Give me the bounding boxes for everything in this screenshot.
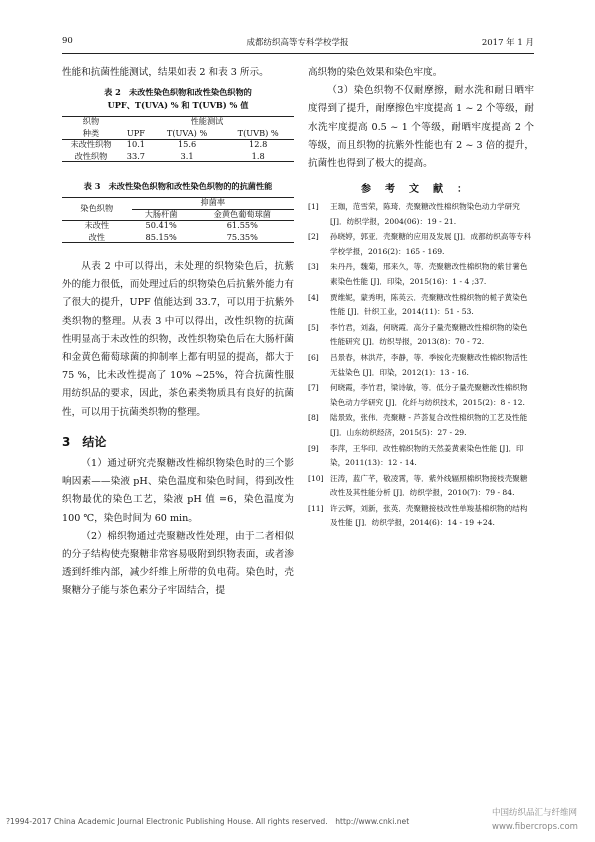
table-cell: 10.1 [126,139,146,149]
reference-number: [2] [308,232,319,242]
table-2-rowhead-2: 种类 [82,127,100,138]
reference-text: 王珈，范雪荣，陈琦．壳聚糖改性棉织物染色动力学研究 [J]．纺织学报，2004(06)：19 - 21. [330,202,520,226]
table-cell: 33.7 [126,150,146,161]
table-3-bottom-rule [62,242,294,243]
reference-item [308,260,534,289]
table-3 [62,180,294,243]
table-row-label: 改性织物 [74,150,108,161]
analysis-paragraph: 从表 2 中可以得出，未处理的织物染色后，抗紫外的能力很低，而处理过后的织物染色后抗紫外能力有了很大的提升，UPF 值能达到 33.7，可以用于抗紫外类织物的整理。从表 3 中可以得出，改性织物的抗菌性明显高于未改性的织物，改性织物染色后在大肠杆菌和金黄色葡萄球菌的抑制率上都有明显的提高，都大于 75 %，比未改性提高了 10% ~25%，符合抗菌性服用纺织品的要求，因此，茶色素类物质具有良好的抗菌性，可以用于抗菌类织物的整理。 [62,261,294,418]
reference-text: 贾维妮，蒙秀明，陈英云．壳聚糖改性棉织物的栀子黄染色性能 [J]．针织工业，2014(11)：51 - 53. [330,292,528,317]
table-2-grouphead: 性能测试 [190,116,224,126]
reference-text: 孙晓婷，郭亚．壳聚糖的应用及发展 [J]．成都纺织高等专科学校学报，2016(2)：165 - 169. [330,232,532,256]
reference-number: [9] [308,443,319,453]
reference-number: [7] [308,383,319,393]
section-heading: 3 结论 [62,435,107,449]
table-cell: 75.35% [226,231,258,242]
watermark-url: www.fibercrops.com [492,822,578,832]
table-3-col-header: 金黄色葡萄球菌 [213,208,271,219]
table-3-sub-rule [132,209,294,210]
table-cell: 12.8 [249,139,268,149]
conclusion-continued: 高织物的染色效果和染色牢度。 [308,67,443,78]
table-2-top-rule [62,116,294,117]
reference-item [308,200,534,229]
table-row-label: 改性 [88,231,105,242]
journal-title: 成都纺织高等专科学校学报 [246,38,349,48]
reference-item [308,472,534,501]
table-3-top-rule [62,197,294,198]
reference-number: [4] [308,292,319,302]
reference-text: 陆景致，张伟．壳聚糖 - 芦荟复合改性棉织物的工艺及性能 [J]．山东纺织经济，2015(5)：27 - 29. [330,413,528,437]
reference-number: [1] [308,202,319,211]
conclusion-2: （2）棉织物通过壳聚糖改性处理，由于二者相似的分子结构使壳聚糖非常容易吸附到织物表面，或者渗透到纤维内部，减少纤维上所带的负电荷。染色时，壳聚糖分子能与茶色素分子牢固结合，提 [62,530,294,597]
page-number: 90 [62,36,73,46]
table-3-caption: 表 3 未改性染色织物和改性染色织物的的抗菌性能 [83,181,273,191]
reference-item [308,381,534,410]
reference-text: 汪涛，蓝广芊，敬凌霄，等．紫外线辐照棉织物接枝壳聚糖改性及其性能分析 [J]．纺织学报，2010(7)：79 - 84. [330,473,528,498]
reference-number: [3] [308,262,319,272]
table-cell: 85.15% [145,231,177,242]
table-2-caption-line2: UPF、T(UVA) % 和 T(UVB) % 值 [107,100,249,110]
table-cell: 61.55% [226,220,258,230]
table-3-grouphead: 抑菌率 [200,197,226,207]
reference-number: [6] [308,352,319,362]
reference-number: [10] [308,473,324,483]
reference-item [308,321,534,350]
reference-number: [11] [308,503,324,513]
table-row-label: 未改性 [84,220,110,230]
watermark-title: 中国纺织品汇与纤维网 [492,808,578,818]
table-3-col-header: 大肠杆菌 [144,208,178,219]
conclusion-text [62,455,294,601]
reference-text: 吕景春，林洪芹，李静，等．季铵化壳聚糖改性棉织物活性无盐染色 [J]．印染，2012(1)：13 - 16. [330,352,528,377]
conclusion-1: （1）通过研究壳聚糖改性棉织物染色时的三个影响因素——染液 pH、染色温度和染色时间，得到改性织物最优的染色工艺，染液 pH 值 =6，染色温度为 100 ℃，染色时间为 60 min。 [62,458,294,524]
issue-date: 2017 年 1 月 [481,38,534,48]
table-2-sub-rule [120,139,294,140]
table-2-head-rule-left [62,139,120,140]
table-cell: 1.8 [251,150,265,161]
reference-text: 李竹君，刘淼，何晓霞．高分子量壳聚糖改性棉织物的染色性能研究 [J]．纺织导报，2013(8)：70 - 72. [330,322,528,347]
table-cell: 3.1 [180,150,194,161]
copyright-footer: ?1994-2017 China Academic Journal Electronic Publishing House. All rights reserved. http://www.cnki.net [6,817,410,826]
right-column-text [308,64,534,173]
reference-list [308,200,534,532]
intro-text: 性能和抗菌性能测试，结果如表 2 和表 3 所示。 [62,67,269,78]
reference-text: 李萍，王华印．改性棉织物的天然姜黄素染色性能 [J]．印染，2011(13)：12 - 14. [330,443,524,468]
reference-item [308,291,534,320]
header-rule [62,53,534,54]
reference-item [308,502,534,531]
reference-item [308,442,534,471]
reference-item [308,411,534,440]
reference-text: 朱丹丹，魏菊，邢来久，等．壳聚糖改性棉织物的紫甘薯色素染色性能 [J]．印染，2015(16)：1 - 4 ;37. [330,262,528,286]
table-2 [62,86,294,162]
reference-number: [8] [308,413,319,423]
table-row-label: 未改性织物 [70,139,112,149]
table-3-head-rule [62,220,294,221]
table-cell: 15.6 [177,139,197,149]
reference-text: 许云辉，刘新，张英．壳聚糖接枝改性单羧基棉织物的结构及性能 [J]．纺织学报，2014(6)：14 - 19 +24. [330,503,528,528]
reference-number: [5] [308,322,319,332]
table-2-col-header: T(UVB) % [237,127,279,138]
table-2-col-header: T(UVA) % [166,127,208,138]
table-2-col-header: UPF [126,127,145,138]
table-2-rowhead: 织物 [82,116,100,126]
reference-item [308,230,534,259]
conclusion-3: （3）染色织物不仅耐摩擦，耐水洗和耐日晒牢度得到了提升，耐摩擦色牢度提高 1 ~ 2 个等级，耐水洗牢度提高 0.5 ~ 1 个等级，耐晒牢度提高 2 个等级，而且织物的抗紫外性能也有 2 ~ 3 倍的提升，抗菌性也得到了极大的提高。 [308,85,534,170]
table-cell: 50.41% [145,220,177,230]
reference-text: 何晓霞，李竹君，梁诗敏，等．低分子量壳聚糖改性棉织物染色动力学研究 [J]．化纤与纺织技术，2015(2)：8 - 12. [330,383,528,407]
table-2-bottom-rule [62,161,294,162]
table-2-caption: 表 2 未改性染色织物和改性染色织物的 [104,87,252,97]
references-heading: 参考文献： [361,184,481,195]
table-3-rowhead: 染色织物 [80,202,114,213]
reference-item [308,351,534,380]
